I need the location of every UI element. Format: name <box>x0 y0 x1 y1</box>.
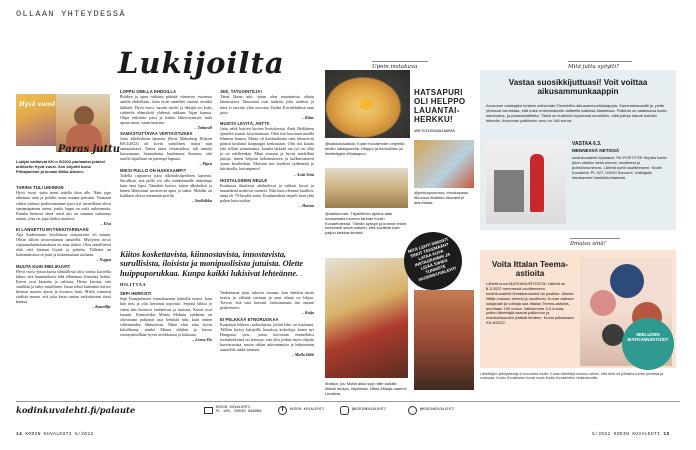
facebook-handle[interactable]: KODIN KUVALEHTI <box>290 408 325 412</box>
insta-post-5-photo <box>414 290 474 390</box>
letter-signature: – Malla 6666 <box>291 351 314 357</box>
postal-address: KODIN KUVALEHTI PL 100, 00040 SANOMA <box>216 406 262 415</box>
letter-signature: – Antti Sinä <box>293 171 314 177</box>
letter-signature: – Pipru <box>199 161 212 167</box>
letter-signature: – Kaija <box>301 310 314 316</box>
letter-body: Tämä Ikuna arki -jutun olen tatuoinnista oikein kiinnostava. Tatuoinnit ovat taidetta, joka taidetta, ja niitä ei tarvitse yhtä arvostaa. Kodin Kuvalehdessä oma juttu. <box>220 94 314 115</box>
extinguisher-red <box>530 154 544 212</box>
insta-post-4-text: #hatjun_ka: Mutta aikoi syyt niille kaikille. #kiiski #tokyo, kirjoiltaan. Mikki #Maija-mammi Lindesta <box>325 381 407 396</box>
quiz-title: Vastaa suosikkijuttuasi! Voit voittaa aikusammunkaappin <box>508 78 648 97</box>
letter-body: Kaipaisin lehteen ruokaohjeita, joihin lehti on kuulunut. Tällöin löytyy lukijoille hauskoja kokeiluja, kuten nyt Hangossa yms., joissa kerrotaan esimerkiksi ruokaherkuista tai teemoja, että olisi joskus myös ohjeita kasvisruoista, mutta vähän arkisemmista ja helpommin saatavilla raaka-aineista. <box>220 321 314 352</box>
letter-body: Rohkea ja upea ratkaisu päättää viimeiset vuotensa omilla ehdoillaan. Jutta eivät sanelleet sairaus eivätkä läkkärit. Hyvä vuosi -tarotin täyttö, ja lähtijät voi koko suhteelta elämyksiä yhdessä rakkaan Aijan kanssa. Olipa eriloinen juttu ja kaikin lähteistymistä, mitä upeaa sinne, vaam tuuttien. <box>120 94 212 125</box>
caption-heading: Paras juttu <box>58 144 120 155</box>
page-number: 14 <box>16 432 23 437</box>
vastaa-sub: MENNESSÄ NETISSÄ <box>572 148 620 153</box>
badge-text: MIELUISIN MATKAMUISTOSI? <box>627 332 669 343</box>
insta-post-2-text: @pirkkapuutmuo: #ruokapassi #kuvaus #kaikkia #kuvalehti #tarvinkaa <box>414 190 469 205</box>
letter-heading: TARINA TULI UNIINKIN <box>16 185 64 191</box>
folio-right <box>592 432 670 437</box>
letter-heading: EI PELKKÄÄ ETNORUOKAA <box>220 316 279 322</box>
letter-body: Todella riipaiseva juttu alkoholistiperheen lapsesta. Surullista, että pullo voi olla vanhemmalle tärkeämpi kuin oma lapsi. Tämäkin kertoo, miten alkoholisti ja hänen läheisensä tarvitsevat apua ja tukea. Meidän on kaikkien oltava enemmän perillä. <box>120 172 212 199</box>
letter-signature: – Taitava8 <box>194 124 212 130</box>
plate-blue <box>610 264 644 298</box>
caption-text: Lukijat valitsivat KK:n 3/2022 parhaaksi jutuksi artikkelin Hyvä vuosi. Sen kirjoitti Anna Pihlajaniemi ja kuvasi Miika Alanen. <box>16 159 105 174</box>
person-silhouette <box>74 106 94 126</box>
pull-quote-signature: – HILITTAA <box>120 271 304 288</box>
insta-post-2-photo <box>414 140 474 188</box>
instagram-handle[interactable]: @KODINKUVALEHTI <box>352 408 387 412</box>
twitter-icon <box>408 406 417 415</box>
letter-signature: – Kiine <box>301 114 314 120</box>
letter-body: Sepi Kumpulaisen voimalauseen kohtalla tuntui, kuin hän tiesi ja olisi kertonut sopivasti. Sepistä lähtisi ja sitten hän ikuisesti vanhetessa ja muistaa. Kuvat ovat kauniit. Esimerkiksi Minna Malmin sydämen on oikeastaan pohjaton asia kehittää niin, kuin omien vähenneiden lähestyessä. Minä elän aina hyvin kiitollisena, minkä Minna elääkin ja kuvaa esiintymisellään hyvin arvokkaasti ja kokoaan. <box>120 296 212 337</box>
letter-signature: – Leena Ho <box>192 336 212 342</box>
letter-body: Juttu alkoholistin lapsesta (Kirsi Malmberg Nilsson KK3/2022) oli kovin surullinen, mutta niin samastuttava. Tarina antoi vertaistukea, tuli tunteja kuvaamaan. Samanlaisia kuulemma ihmisen, että omilla lapsillaan on parempi lapsuus. <box>120 136 212 162</box>
bowl-dark <box>602 324 624 346</box>
vastaa-title: VASTAA 6.3. <box>572 141 602 147</box>
winner-title: Voita Ittalan Teema-astioita <box>491 260 569 279</box>
insta-label: Upein instakuva <box>372 61 428 70</box>
magazine-cover-image <box>16 94 56 146</box>
letter-heading: MUUTA KUIN MIELIKUVAT <box>16 263 71 269</box>
pull-quote-text: Kiitos koskettavista, kiinnostavista, innostavista, surullisista, iloisista ja monipuolisista jutuista. Olette huippuporukkaa. Kunpa kaikki lukisivat lehteänne. <box>120 250 304 278</box>
letters-column-5 <box>220 290 314 357</box>
letter-signature: – Stoibiikka <box>191 198 212 204</box>
letters-column-3 <box>220 88 314 208</box>
mail-icon <box>204 407 213 414</box>
folio-left <box>16 432 94 437</box>
insta-post-3-photo <box>325 168 408 208</box>
insta-title: HATSAPURI OLI HELPPO LAUANTAI-HERKKU! <box>414 88 466 124</box>
issue-number: 5/2022 <box>74 432 94 437</box>
egg-yolk <box>359 98 373 110</box>
insta-post-3-text: @kaikkumari: Täydellinen ajoitus taas kuvaamalla tuoreen tarinan Kodin Kuvalehdessä. Tämän syksyn ja kotona tekee, kummasti selvä makein, että kuvitella hain paljon kaikkia ihmisiä. <box>325 211 408 236</box>
letter-heading: MUISTA LEVITÄ, ANTTI! <box>220 121 270 127</box>
letter-body: Vanhemmat jutut tukevat vastaan, kun ehtiikin niistä kertoa ja välittää vastuun ja oma elämä on lahjaa. Toivon, että sinä kasvatit vaikuttamaan itse omaan perheeseesi. <box>220 290 314 311</box>
insta-user: #METHIEGRAANINAMAS <box>414 130 456 134</box>
letter-signature: – Kuunlilje <box>92 304 111 310</box>
letter-heading: NOSTALGINEN NEULE <box>220 177 268 183</box>
sticker-text: MITÄ LEHTI INNOSTI SINUT TEKEMÄÄN? LATAA KUVA INSTAGRAMIIN JA LISÄÄ SIIHEN TUNNISTE #KODINKUVALEHTI <box>407 236 457 283</box>
facebook-icon: f <box>278 406 287 415</box>
letter-signature: – Nuppu <box>96 257 111 263</box>
letter-heading: LOPPU OMILLA EHDOILLA <box>120 89 177 95</box>
letters-column-4 <box>120 290 212 342</box>
instagram-icon <box>340 406 349 415</box>
footer-contact-bar <box>16 401 680 402</box>
letter-heading: SEPI HERKISTI <box>120 291 152 297</box>
letter-body: Juttu näitä koirien kuvien levityksestä, Antti Heikkinen ajattelee kaunis kirjoittamaan. Olen itse kasvanut maalla lehmien kanssa. Mutta oli kouluaikoina vain kilometrin päässä koulusta kaupungin keskustaan. Olin sitä kautta toki silloin ymmärtänyt, kuinka tärkeää tuo työ on ollut ja on edelleenkin. Minä seuraan ja hyvin mielelläni juttuja, miten helpoin kokemukseen ja kulkemukseen ajatus kesähetkiin. Muistan itse täydestä sydämestä ja kiitoksella, koiranpentu! <box>220 126 314 172</box>
insta-post-1-text: @kaikkukaaikkiu: Kodin Kuvalehden ohjeella tehtiin hatsapureita. Helppo ja herkullinen ja #keitettyjen #Hatsapuri <box>325 141 405 156</box>
magazine-name: KODIN KUVALEHTI <box>25 432 72 437</box>
winner-label: Ilmaisu sinä! <box>570 238 620 247</box>
letter-body: Hyvä vuosi -juttu meni todella ihon alle. Näin jopa aihemua unta ja pohdin asiaa useana päivänä. Varmaan siihen vaikutti perhesosiaanne juuri nyt meneillään oleva samantapainen tarina, jonka loppu on vielä ratkeamatta. Kuinka hienosti tämä nuori äiti on suunnut suhtautua asiaan, joka on jopa lisäksi tuuttava. <box>16 190 111 221</box>
letter-heading: SAMASTUTTAVAA VERTAISTUKEA <box>120 131 193 137</box>
letter-signature: – Hanna <box>299 203 314 209</box>
hatsapuri-photo <box>325 70 410 138</box>
winner-body: Lähetä kuva MATKAMUISTOSTA! Lähetä se 8.3.2022 mennessä osoitteeseen kodinkuvalehti.fi/matkamuistot tai postitse. Muista liittää mukaan nimesi ja osoitteesi. Kuvan valitsee lukijaraati ja voittaja saa Iittalan Teema-astioita, arvoltaan 150 euroa. Valitsemme 3-5 kuvaa, joiden lähettäjät saavat palkinnon ja mahdollisuuden päästä lehteen. Kuvat julkaistaan KK:8/2022. <box>486 281 574 326</box>
winner-fine-print: Lähettäjien yhteystietoja ei luovuteta muille. Kuvan lähettäjä suostuu siihen, että lehti voi julkaista kuvan printissä ja verkossa. Kodin Kuvalehden kuvat myös Kodin Kuvalehden verkkosivuilla. <box>480 372 663 381</box>
quiz-label: Mitä juttu syöytti? <box>568 61 632 70</box>
vastaa-body: kodinkuvalehti.fi/palaute TAI POSTITSE Kirjoita kortin jutun otsikko sekä nimesi, osoitteesi ja puhelinnumerosi. Lähetä kortti osoitteeseen: Kodin Kuvalehti, PL 327, 00040 Sanoma. Voittajalle ilmoitamme henkilökohtaisesti. <box>572 155 667 180</box>
letter-heading: JEE, TATUOINTEJA! <box>220 89 263 95</box>
magazine-name: KODIN KUVALEHTI <box>613 432 661 437</box>
quiz-body: Arvomme vastaajien kesken seitsemän Finnishfire-aikusammunlinkaappia. Sammutusvaaltti ja -pelte yhdessä varmistaa, että tulee ensimmäiselle laitteelle kaikissa tilanteissa. Palkinto on saatavana kodin sammutus- ja pelastuslaitteita. Tästä on kuitenkin kyseessä suosittelu, mitä juttuja haluat meidän tekevän. Arvonnan palkinnon arvo on 146 euroa. <box>486 103 667 123</box>
letter-body: Aija Anderssonin levollisuus viaistuvotin oli minun. Olisin silloin nostovutanan tansitellä. Myöyteni nosto cnjuaanulaiskulustuksen on aina tärkeä. Olen onnellisesti elää, että hieman löytää ja puhetta. Tällaista on kokemuksista on juuri ja kokemustaan ruohaan. <box>16 232 111 258</box>
letter-signature: – Elsa <box>100 220 111 226</box>
page-number: 15 <box>663 432 670 437</box>
letters-column-2 <box>120 88 212 203</box>
issue-number: 5/2022 <box>592 432 611 437</box>
section-title: OLLAAN YHTEYDESSÄ <box>16 9 126 19</box>
feedback-url[interactable]: kodinkuvalehti.fi/palaute <box>16 406 136 416</box>
twitter-handle[interactable]: @KODINKUVALEHTI <box>420 408 455 412</box>
winner-badge <box>622 318 674 370</box>
page-heading: Lukijoilta <box>118 46 285 80</box>
letter-body: Koukussa tikuilevat ailahtelevat ja valkeat kuvat ja muunlaisia neulovat vaatteet. Niin kuin olemme kuulleet, tämä oli 70-luvulla minä. Kouluneuleni ompeli ihan yhtä paljon kuin nytkin. <box>220 183 314 204</box>
fire-extinguisher-image <box>486 140 566 224</box>
letter-heading: MIKSI PULLO ON HAKKAAMPI? <box>120 167 187 173</box>
blanket-grey <box>494 170 524 212</box>
letter-heading: EI LANGETTU MYYNKKITARINAAN <box>16 227 89 233</box>
bowl-pink <box>590 290 616 316</box>
cover-title: Hyvä vuosi <box>19 101 56 108</box>
insta-post-4-photo <box>325 258 408 378</box>
letter-body: Hyvä vuosi -jutun kuvia silmäillessä olisi voinut kuvitella lukea, että haastateltava elää ellinemaa ylimeistä hetkiä. Kuvat ovat kauniita ja valoisia. Hieno kuvaus, että sinälloin ja näky onnellinen. Jutun teksti kuitenkin kertoo hieman nuoren ajasta ja koostuu lisää. Mielii varmasti sisältää muuta, että joka kerta tuntuu vaikuttavasti tässä kanssa. <box>16 268 111 305</box>
pull-quote <box>120 250 316 290</box>
letters-column-1 <box>16 184 111 309</box>
